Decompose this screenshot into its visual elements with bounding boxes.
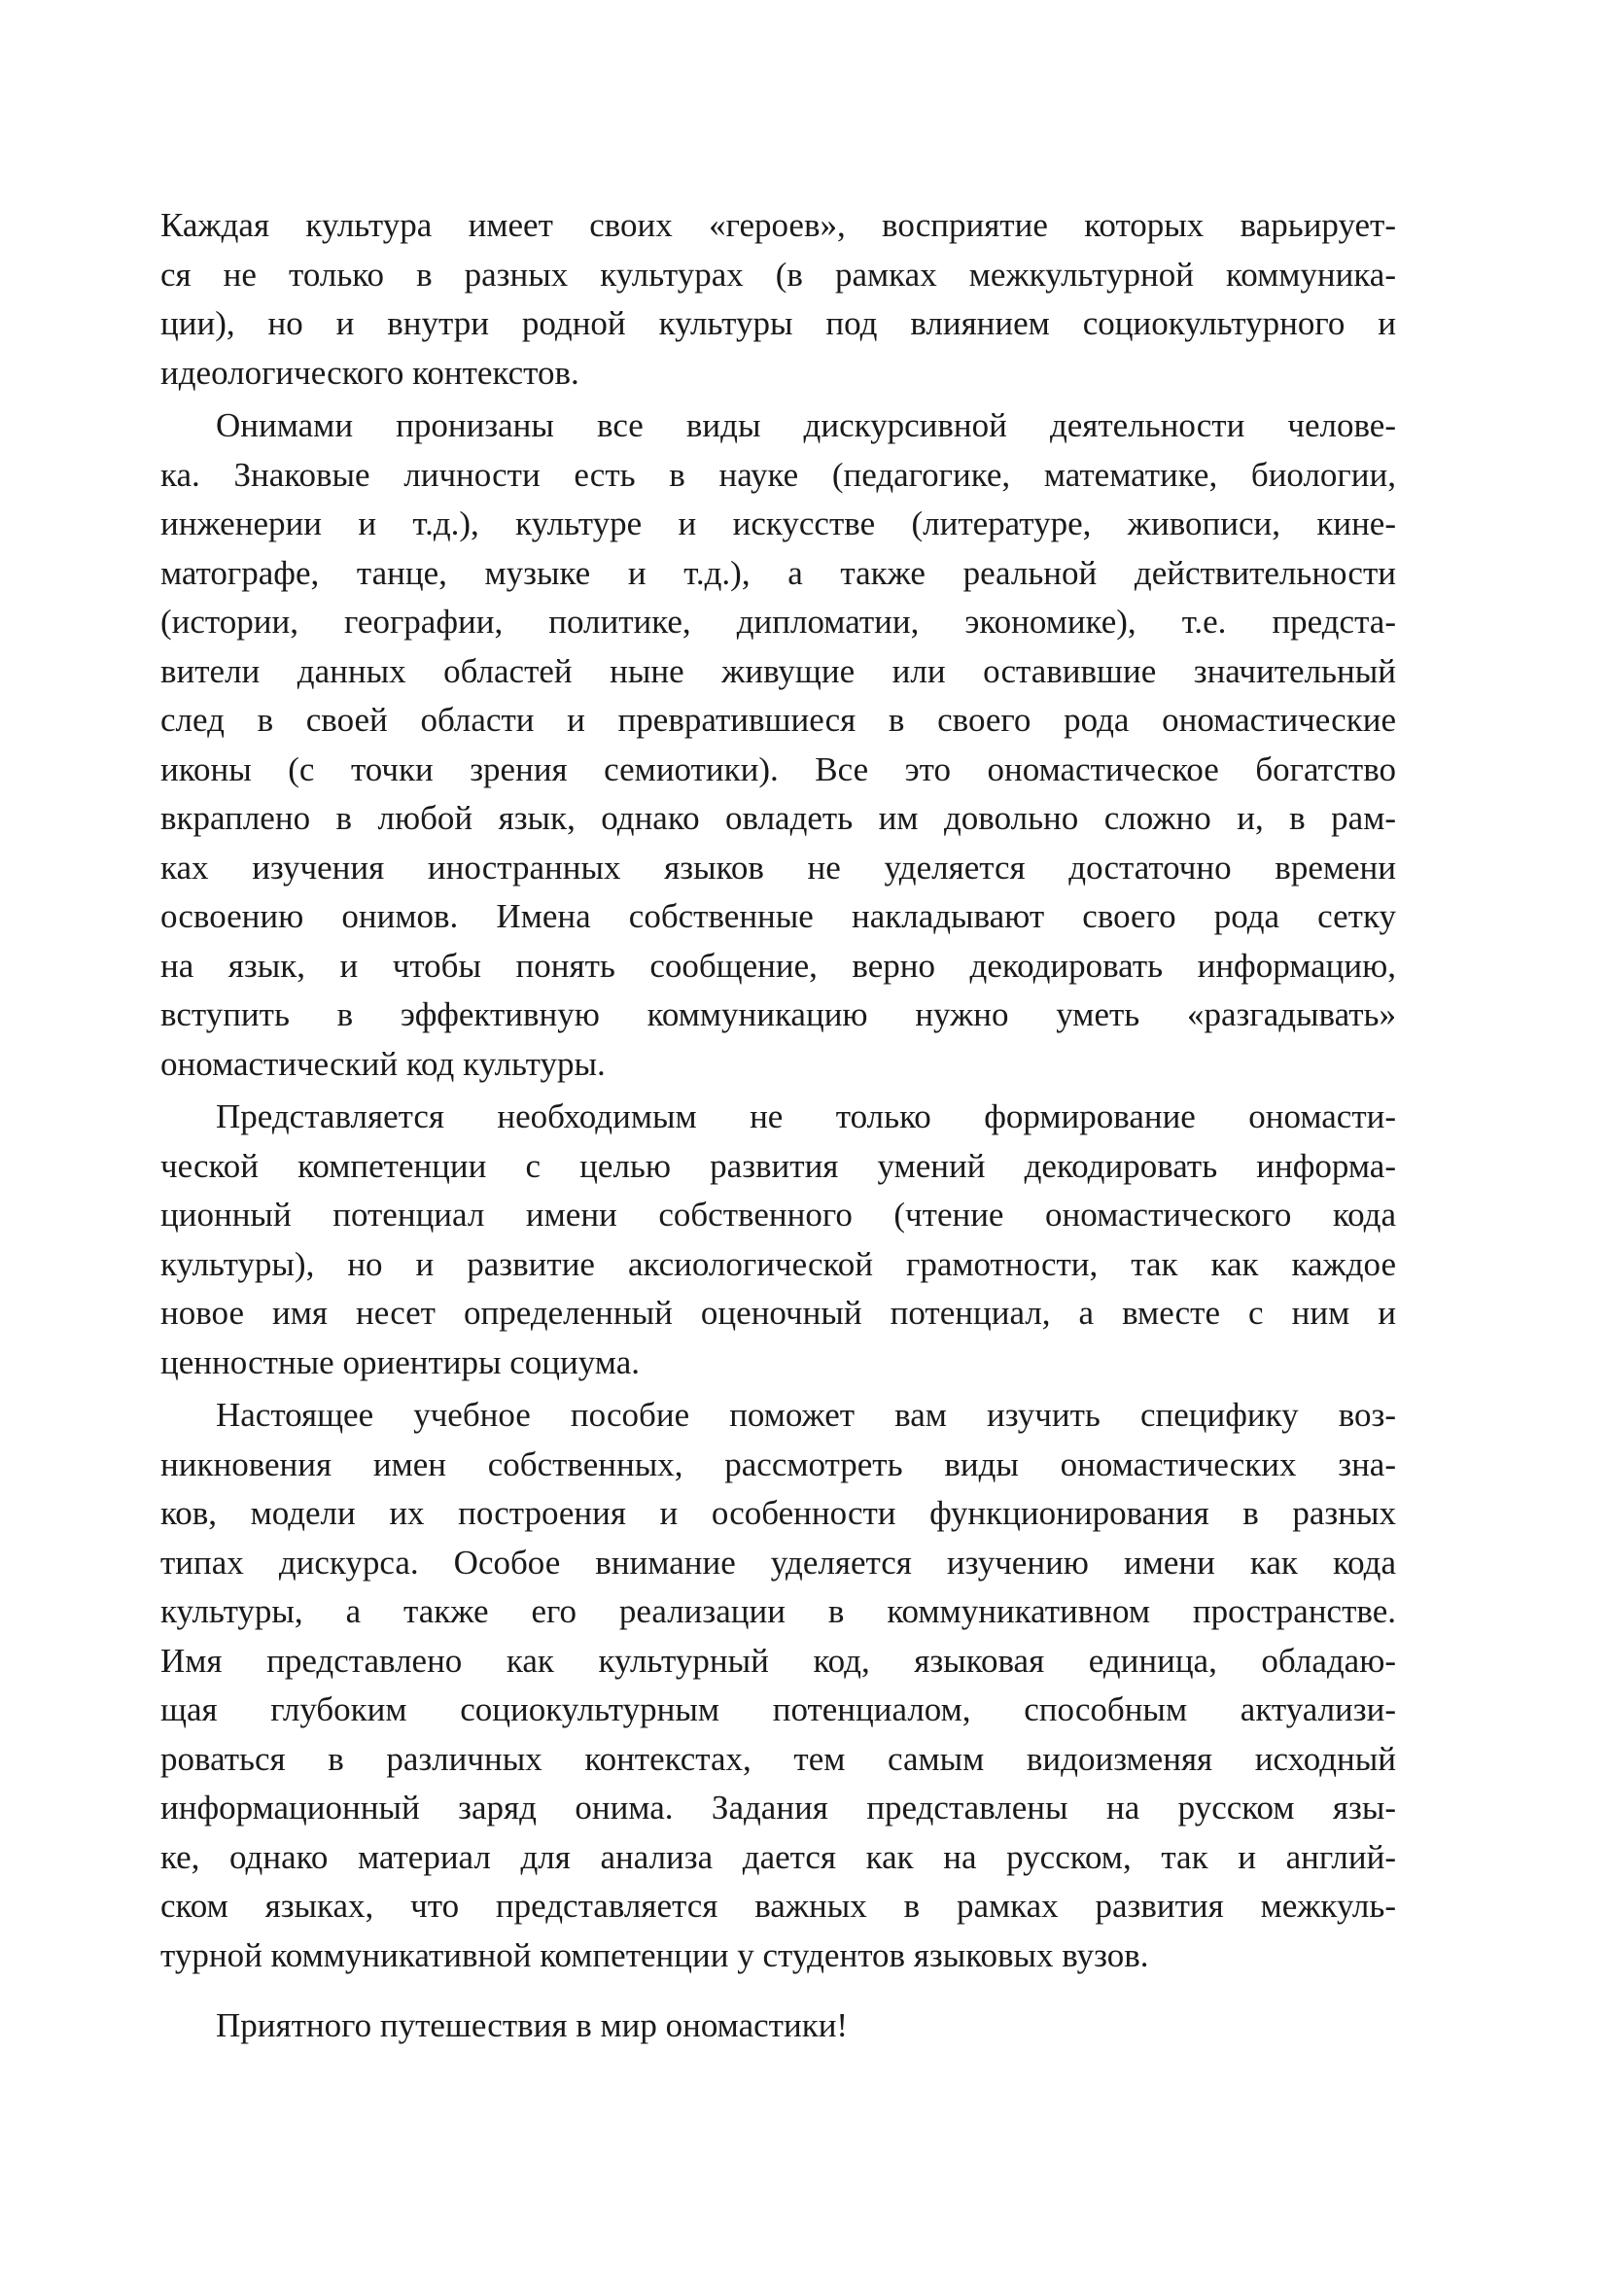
text-line: инженерии и т.д.), культуре и искусстве (литературе, живописи, кине- <box>160 504 1396 542</box>
paragraph <box>160 401 1396 1089</box>
text-line: ков, модели их построения и особенности функционирования в разных <box>160 1494 1396 1532</box>
text-line: Каждая культура имеет своих «героев», восприятие которых варьирует- <box>160 206 1396 244</box>
document-page <box>160 201 1396 2055</box>
text-line: ческой компетенции с целью развития умений декодировать информа- <box>160 1146 1396 1185</box>
text-line: культуры, а также его реализации в коммуникативном пространстве. <box>160 1592 1396 1630</box>
text-line: щая глубоким социокультурным потенциалом, способным актуализи- <box>160 1690 1396 1728</box>
paragraph <box>160 201 1396 398</box>
text-line: Приятного путешествия в мир ономастики! <box>216 2006 849 2044</box>
text-line: Онимами пронизаны все виды дискурсивной деятельности челове- <box>216 406 1396 444</box>
text-line: ском языках, что представляется важных в рамках развития межкуль- <box>160 1887 1396 1925</box>
text-line: ка. Знаковые личности есть в науке (педагогике, математике, биологии, <box>160 455 1396 494</box>
paragraph <box>160 1093 1396 1387</box>
text-line: матографе, танце, музыке и т.д.), а также реальной действительности <box>160 553 1396 592</box>
text-line: типах дискурса. Особое внимание уделяется изучению имени как кода <box>160 1543 1396 1582</box>
text-line: вкраплено в любой язык, однако овладеть им довольно сложно и, в рам- <box>160 799 1396 837</box>
text-line: ках изучения иностранных языков не уделяется достаточно времени <box>160 848 1396 887</box>
text-line: иконы (с точки зрения семиотики). Все это ономастическое богатство <box>160 749 1396 788</box>
text-line: освоению онимов. Имена собственные накладывают своего рода сетку <box>160 897 1396 935</box>
text-line: никновения имен собственных, рассмотреть виды ономастических зна- <box>160 1444 1396 1483</box>
text-line: Настоящее учебное пособие поможет вам изучить специфику воз- <box>216 1396 1396 1434</box>
text-line: ся не только в разных культурах (в рамках межкультурной коммуника- <box>160 255 1396 294</box>
text-line: турной коммуникативной компетенции у студентов языковых вузов. <box>160 1935 1149 1974</box>
text-line: ономастический код культуры. <box>160 1044 606 1083</box>
text-line: ционный потенциал имени собственного (чтение ономастического кода <box>160 1196 1396 1234</box>
text-line: (истории, географии, политике, дипломатии, экономике), т.е. предста- <box>160 603 1396 641</box>
text-line: Представляется необходимым не только формирование ономасти- <box>216 1097 1396 1135</box>
text-line: ценностные ориентиры социума. <box>160 1342 640 1381</box>
text-line: ке, однако материал для анализа дается как на русском, так и англий- <box>160 1837 1396 1876</box>
paragraph <box>160 1391 1396 1980</box>
text-line: вступить в эффективную коммуникацию нужно уметь «разгадывать» <box>160 995 1396 1033</box>
text-line: новое имя несет определенный оценочный потенциал, а вместе с ним и <box>160 1294 1396 1332</box>
text-line: ции), но и внутри родной культуры под влиянием социокультурного и <box>160 304 1396 342</box>
text-line: след в своей области и превратившиеся в своего рода ономастические <box>160 701 1396 739</box>
text-line: роваться в различных контекстах, тем самым видоизменяя исходный <box>160 1739 1396 1778</box>
text-line: вители данных областей ныне живущие или оставившие значительный <box>160 651 1396 690</box>
text-line: Имя представлено как культурный код, языковая единица, обладаю- <box>160 1641 1396 1680</box>
text-line: на язык, и чтобы понять сообщение, верно декодировать информацию, <box>160 946 1396 985</box>
closing-line <box>160 2001 1396 2051</box>
text-line: культуры), но и развитие аксиологической грамотности, так как каждое <box>160 1244 1396 1283</box>
text-line: идеологического контекстов. <box>160 353 579 392</box>
text-line: информационный заряд онима. Задания представлены на русском язы- <box>160 1789 1396 1826</box>
